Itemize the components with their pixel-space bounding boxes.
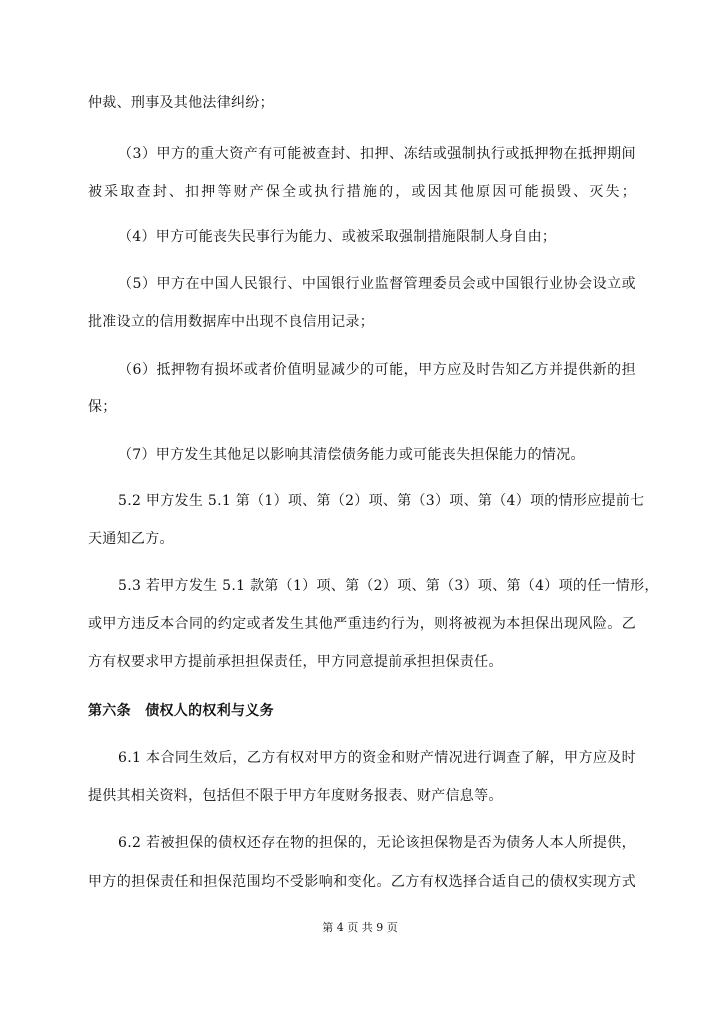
text-line-14: 方有权要求甲方提前承担担保责任，甲方同意提前承担担保责任。: [88, 654, 503, 670]
text-line-6: 批准设立的信用数据库中出现不良信用记录；: [88, 314, 374, 330]
text-line-10: 5.2 甲方发生 5.1 第（1）项、第（2）项、第（3）项、第（4）项的情形应提前七: [118, 493, 645, 509]
text-line-19: 甲方的担保责任和担保范围均不受影响和变化。乙方有权选择合适自己的债权实现方式: [88, 874, 636, 890]
text-line-1: 仲裁、刑事及其他法律纠纷；: [88, 95, 274, 111]
page-footer: 第 4 页 共 9 页: [322, 921, 398, 934]
text-line-13: 或甲方违反本合同的约定或者发生其他严重违约行为，则将被视为本担保出现风险。乙: [88, 616, 636, 632]
text-line-4: （4）甲方可能丧失民事行为能力、或被采取强制措施限制人身自由；: [118, 229, 557, 245]
text-line-12: 5.3 若甲方发生 5.1 款第（1）项、第（2）项、第（3）项、第（4）项的任一情形，: [118, 578, 659, 594]
text-line-18: 6.2 若被担保的债权还存在物的担保的，无论该担保物是否为债务人本人所提供，: [118, 835, 636, 851]
text-line-17: 提供其相关资料，包括但不限于甲方年度财务报表、财产信息等。: [88, 788, 503, 804]
text-line-3: 被采取查封、扣押等财产保全或执行措施的，或因其他原因可能损毁、灭失；: [88, 184, 636, 200]
section-heading: 第六条 债权人的权利与义务: [88, 703, 274, 719]
text-line-7: （6）抵押物有损坏或者价值明显减少的可能，甲方应及时告知乙方并提供新的担: [118, 362, 636, 378]
text-line-9: （7）甲方发生其他足以影响其清偿债务能力或可能丧失担保能力的情况。: [118, 447, 585, 463]
text-line-11: 天通知乙方。: [88, 531, 174, 547]
text-line-2: （3）甲方的重大资产有可能被查封、扣押、冻结或强制执行或抵押物在抵押期间: [118, 146, 636, 162]
text-line-8: 保；: [88, 399, 117, 415]
text-line-5: （5）甲方在中国人民银行、中国银行业监督管理委员会或中国银行业协会设立或: [118, 276, 636, 292]
text-line-16: 6.1 本合同生效后，乙方有权对甲方的资金和财产情况进行调查了解，甲方应及时: [118, 750, 636, 766]
